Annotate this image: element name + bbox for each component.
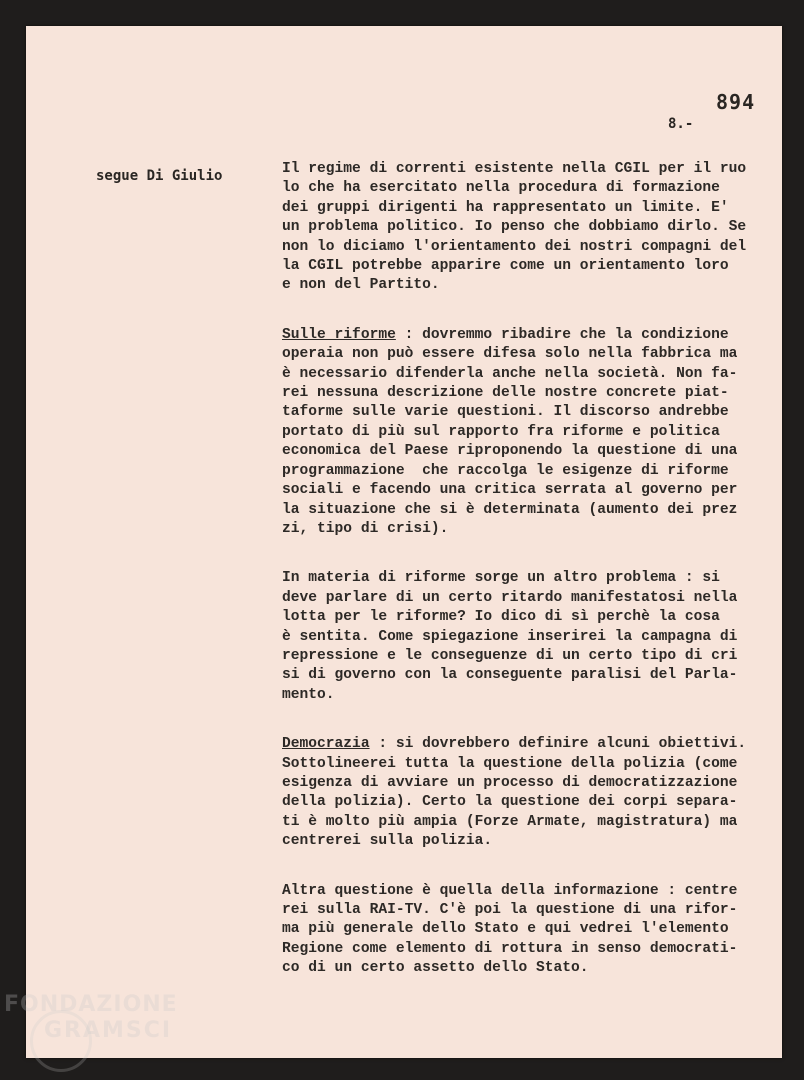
text-fragment: : si dovrebbero definire alcuni obiettivi. [369, 736, 747, 753]
document-page [26, 26, 782, 1058]
text-line: la CGIL potrebbe apparire come un orientamento loro [282, 258, 729, 275]
text-line: non lo diciamo l'orientamento dei nostri compagni del [282, 238, 747, 255]
text-line: ma più generale dello Stato e qui vedrei l'elemento [282, 921, 729, 938]
text-line: Sottolineerei tutta la questione della polizia (come [282, 755, 738, 772]
paragraph-ritardo [282, 569, 782, 705]
text-line: In materia di riforme sorge un altro problema : si [282, 570, 720, 587]
watermark-line: FONDAZIONE [4, 992, 178, 1017]
sheet-number: 8.- [668, 116, 694, 132]
text-line: Regione come elemento di rottura in senso democrati- [282, 940, 738, 957]
text-line: della polizia). Certo la questione dei corpi separa- [282, 794, 738, 811]
text-line: Altra questione è quella della informazione : centre [282, 882, 738, 899]
text-line: esigenza di avviare un processo di democratizzazione [282, 774, 738, 791]
text-line [282, 735, 782, 754]
text-line: Il regime di correnti esistente nella CGIL per il ruo [282, 161, 747, 177]
watermark [4, 992, 178, 1044]
section-heading-riforme: Sulle riforme [282, 326, 396, 343]
text-line: centrerei sulla polizia. [282, 833, 493, 850]
text-line: si di governo con la conseguente paralisi del Parla- [282, 667, 738, 684]
text-line: mento. [282, 686, 335, 703]
paragraph-informazione [282, 882, 782, 979]
text-line: lo che ha esercitato nella procedura di formazione [282, 180, 720, 197]
text-line: dei gruppi dirigenti ha rappresentato un limite. E' [282, 199, 729, 216]
text-line: sociali e facendo una critica serrata al governo per [282, 482, 738, 499]
section-heading-democrazia: Democrazia [282, 736, 370, 753]
text-fragment: : dovremmo ribadire che la condizione [395, 326, 729, 343]
text-line: la situazione che si è determinata (aumento dei prez [282, 501, 738, 518]
text-line: è sentita. Come spiegazione inserirei la campagna di [282, 628, 738, 645]
paragraph-riforme [282, 326, 782, 539]
text-line: un problema politico. Io penso che dobbiamo dirlo. Se [282, 219, 747, 236]
text-line: repressione e le conseguenze di un certo tipo di cri [282, 647, 738, 664]
text-line: co di un certo assetto dello Stato. [282, 960, 589, 977]
text-line [282, 326, 782, 345]
text-line: zi, tipo di crisi). [282, 520, 449, 537]
text-line: economica del Paese riproponendo la questione di una [282, 443, 738, 460]
text-line: e non del Partito. [282, 277, 440, 294]
text-line: è necessario difenderla anche nella società. Non fa- [282, 365, 738, 382]
text-line: lotta per le riforme? Io dico di sì perchè la cosa [282, 609, 720, 626]
text-line: ti è molto più ampia (Forze Armate, magistratura) ma [282, 813, 738, 830]
document-body [282, 160, 782, 1009]
page-number: 894 [716, 90, 756, 114]
text-line: rei sulla RAI-TV. C'è poi la questione di una rifor- [282, 902, 738, 918]
text-line: deve parlare di un certo ritardo manifestatosi nella [282, 589, 738, 606]
text-line: taforme sulle varie questioni. Il discorso andrebbe [282, 404, 729, 421]
paragraph-cgil [282, 160, 782, 296]
speaker-label: segue Di Giulio [96, 168, 223, 184]
text-line: operaia non può essere difesa solo nella fabbrica ma [282, 346, 738, 363]
text-line: portato di più sul rapporto fra riforme e politica [282, 423, 720, 440]
text-line: rei nessuna descrizione delle nostre concrete piat- [282, 385, 729, 402]
watermark-line: GRAMSCI [44, 1018, 173, 1043]
paragraph-democrazia [282, 735, 782, 851]
text-line: programmazione che raccolga le esigenze di riforme [282, 462, 729, 479]
